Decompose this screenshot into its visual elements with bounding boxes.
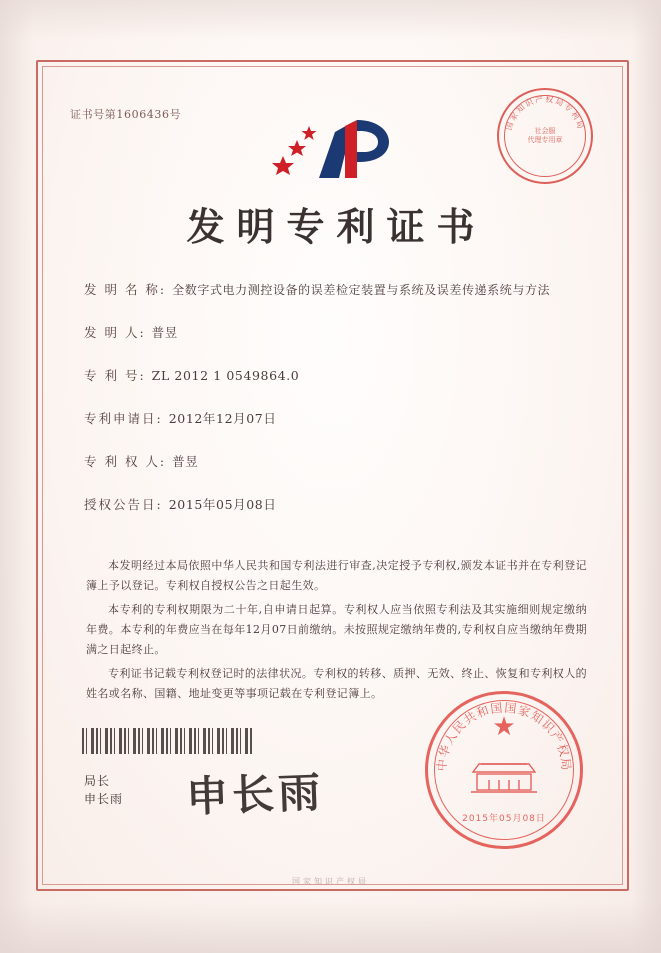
field-row: [84, 323, 591, 341]
barcode: [82, 728, 254, 754]
gov-seal-date: 2015年05月08日: [462, 814, 546, 824]
field-value-patentee: 普昱: [172, 454, 199, 469]
page-title: 发明专利证书: [186, 204, 487, 249]
field-value-inventor: 普昱: [151, 325, 178, 340]
legal-body-text: [86, 556, 587, 708]
field-label-grant-date: 授权公告日:: [84, 497, 163, 512]
field-label-patentee: 专 利 权 人:: [84, 454, 167, 469]
field-label-invention-name: 发 明 名 称:: [84, 282, 167, 297]
field-row: [84, 495, 591, 513]
field-label-application-date: 专利申请日:: [84, 411, 163, 426]
body-paragraph-1: 本发明经过本局依照中华人民共和国专利法进行审查,决定授予专利权,颁发本证书并在专利登记簿上予以登记。专利权自授权公告之日起生效。: [86, 559, 587, 592]
body-paragraph-2: 本专利的专利权期限为二十年,自申请日起算。专利权人应当依照专利法及其实施细则规定缴纳年费。本专利的年费应当在每年12月07日前缴纳。未按照规定缴纳年费的,专利权自应当缴纳年费期满之日起终止。: [86, 603, 587, 656]
svg-text:国家知识产权局专利局: 国家知识产权局专利局: [504, 94, 586, 132]
svg-text:中华人民共和国国家知识产权局: 中华人民共和国国家知识产权局: [434, 700, 574, 772]
tiananmen-icon: [467, 752, 541, 798]
field-row: [84, 280, 591, 298]
field-value-patent-number: ZL 2012 1 0549864.0: [151, 368, 300, 383]
national-intellectual-property-seal: [425, 691, 583, 849]
five-point-star-icon: ★: [492, 712, 516, 742]
footer-note: 国家知识产权局: [292, 877, 369, 886]
seal-center-text: 社会服 代理专用章: [527, 127, 563, 144]
field-list: [84, 280, 591, 538]
certificate-number: 证书号第1606436号: [70, 108, 182, 121]
director-name: 申长雨: [84, 792, 124, 806]
field-row: [84, 409, 591, 427]
paper-shade-top: [0, 0, 661, 40]
field-label-inventor: 发 明 人:: [84, 325, 146, 340]
director-signature: 申长雨: [185, 767, 325, 822]
director-label: 局长: [84, 774, 111, 788]
field-row: [84, 366, 591, 384]
body-paragraph-3: 专利证书记载专利权登记时的法律状况。专利权的转移、质押、无效、终止、恢复和专利权人的姓名或名称、国籍、地址变更等事项记载在专利登记簿上。: [86, 667, 587, 700]
patent-office-logo: [0, 112, 661, 196]
director-block: [84, 772, 123, 808]
field-label-patent-number: 专 利 号:: [84, 368, 146, 383]
field-value-application-date: 2012年12月07日: [168, 411, 277, 426]
paper-shade-bottom: [0, 901, 661, 953]
field-row: [84, 452, 591, 470]
field-value-invention-name: 全数字式电力测控设备的误差检定装置与系统及误差传递系统与方法: [172, 283, 551, 297]
field-value-grant-date: 2015年05月08日: [168, 497, 277, 512]
